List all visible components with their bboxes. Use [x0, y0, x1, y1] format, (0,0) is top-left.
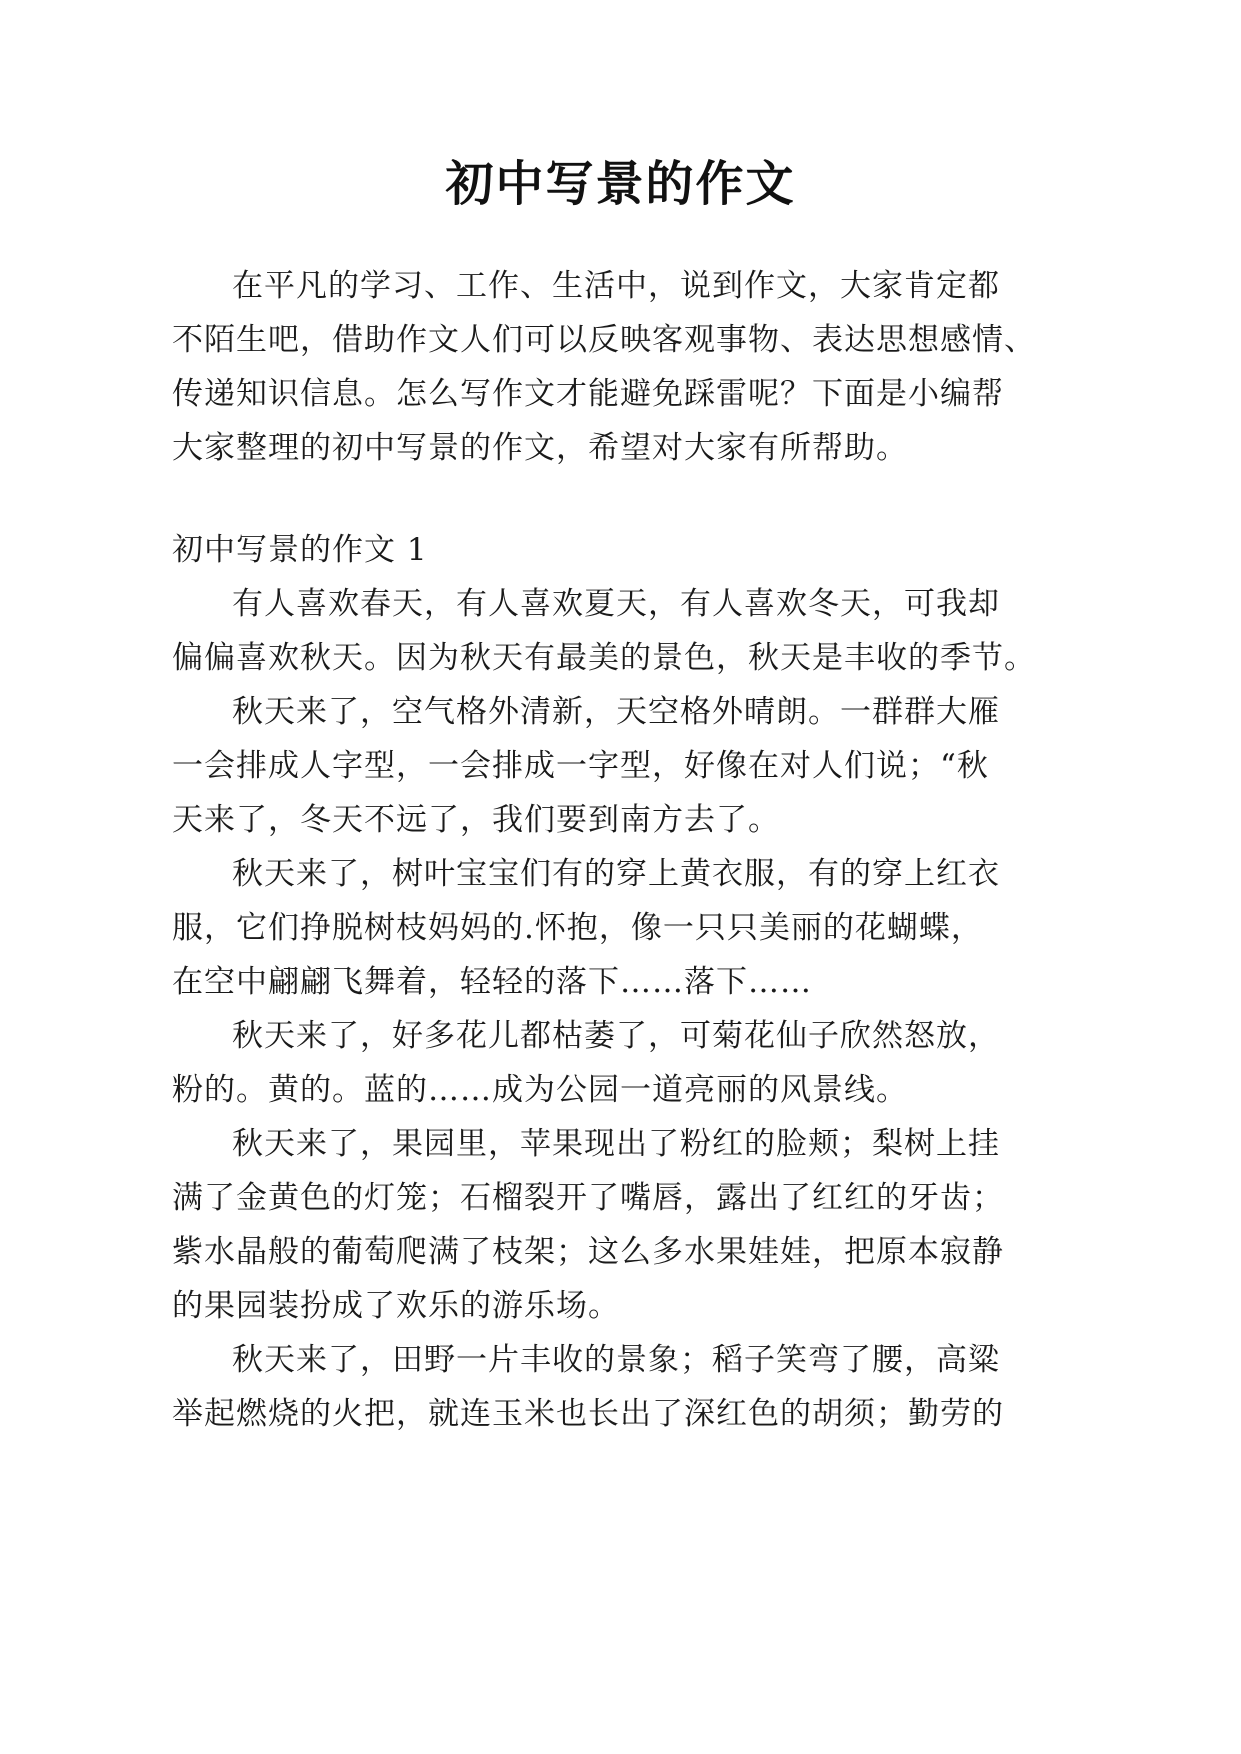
- body-line: 秋天来了，果园里，苹果现出了粉红的脸颊；梨树上挂: [232, 1126, 1000, 1162]
- body-line: 服，它们挣脱树枝妈妈的.怀抱，像一只只美丽的花蝴蝶，: [172, 910, 983, 946]
- body-line: 紫水晶般的葡萄爬满了枝架；这么多水果娃娃，把原本寂静: [172, 1234, 1004, 1270]
- body-line: 秋天来了，好多花儿都枯萎了，可菊花仙子欣然怒放，: [232, 1018, 1000, 1054]
- body-line: 有人喜欢春天，有人喜欢夏天，有人喜欢冬天，可我却: [232, 586, 1000, 622]
- intro-line-1: 在平凡的学习、工作、生活中，说到作文，大家肯定都: [232, 268, 1000, 304]
- body-line: 满了金黄色的灯笼；石榴裂开了嘴唇，露出了红红的牙齿；: [172, 1180, 1004, 1216]
- document-title: 初中写景的作文: [445, 156, 796, 212]
- intro-line-3: 传递知识信息。怎么写作文才能避免踩雷呢？下面是小编帮: [172, 376, 1004, 412]
- intro-line-2: 不陌生吧，借助作文人们可以反映客观事物、表达思想感情、: [172, 322, 1036, 358]
- intro-line-4: 大家整理的初中写景的作文，希望对大家有所帮助。: [172, 430, 908, 466]
- body-line: 的果园装扮成了欢乐的游乐场。: [172, 1288, 620, 1324]
- body-line: 偏偏喜欢秋天。因为秋天有最美的景色，秋天是丰收的季节。: [172, 640, 1036, 676]
- section-heading: 初中写景的作文 1: [172, 532, 428, 568]
- body-line: 举起燃烧的火把，就连玉米也长出了深红色的胡须；勤劳的: [172, 1396, 1004, 1432]
- body-line: 秋天来了，树叶宝宝们有的穿上黄衣服，有的穿上红衣: [232, 856, 1000, 892]
- body-line: 秋天来了，空气格外清新，天空格外晴朗。一群群大雁: [232, 694, 1000, 730]
- body-line: 一会排成人字型，一会排成一字型，好像在对人们说；“秋: [172, 748, 989, 784]
- body-line: 粉的。黄的。蓝的……成为公园一道亮丽的风景线。: [172, 1072, 908, 1108]
- body-line: 天来了，冬天不远了，我们要到南方去了。: [172, 802, 780, 838]
- body-line: 秋天来了，田野一片丰收的景象；稻子笑弯了腰，高粱: [232, 1342, 1000, 1378]
- body-line: 在空中翩翩飞舞着，轻轻的落下……落下……: [172, 964, 812, 1000]
